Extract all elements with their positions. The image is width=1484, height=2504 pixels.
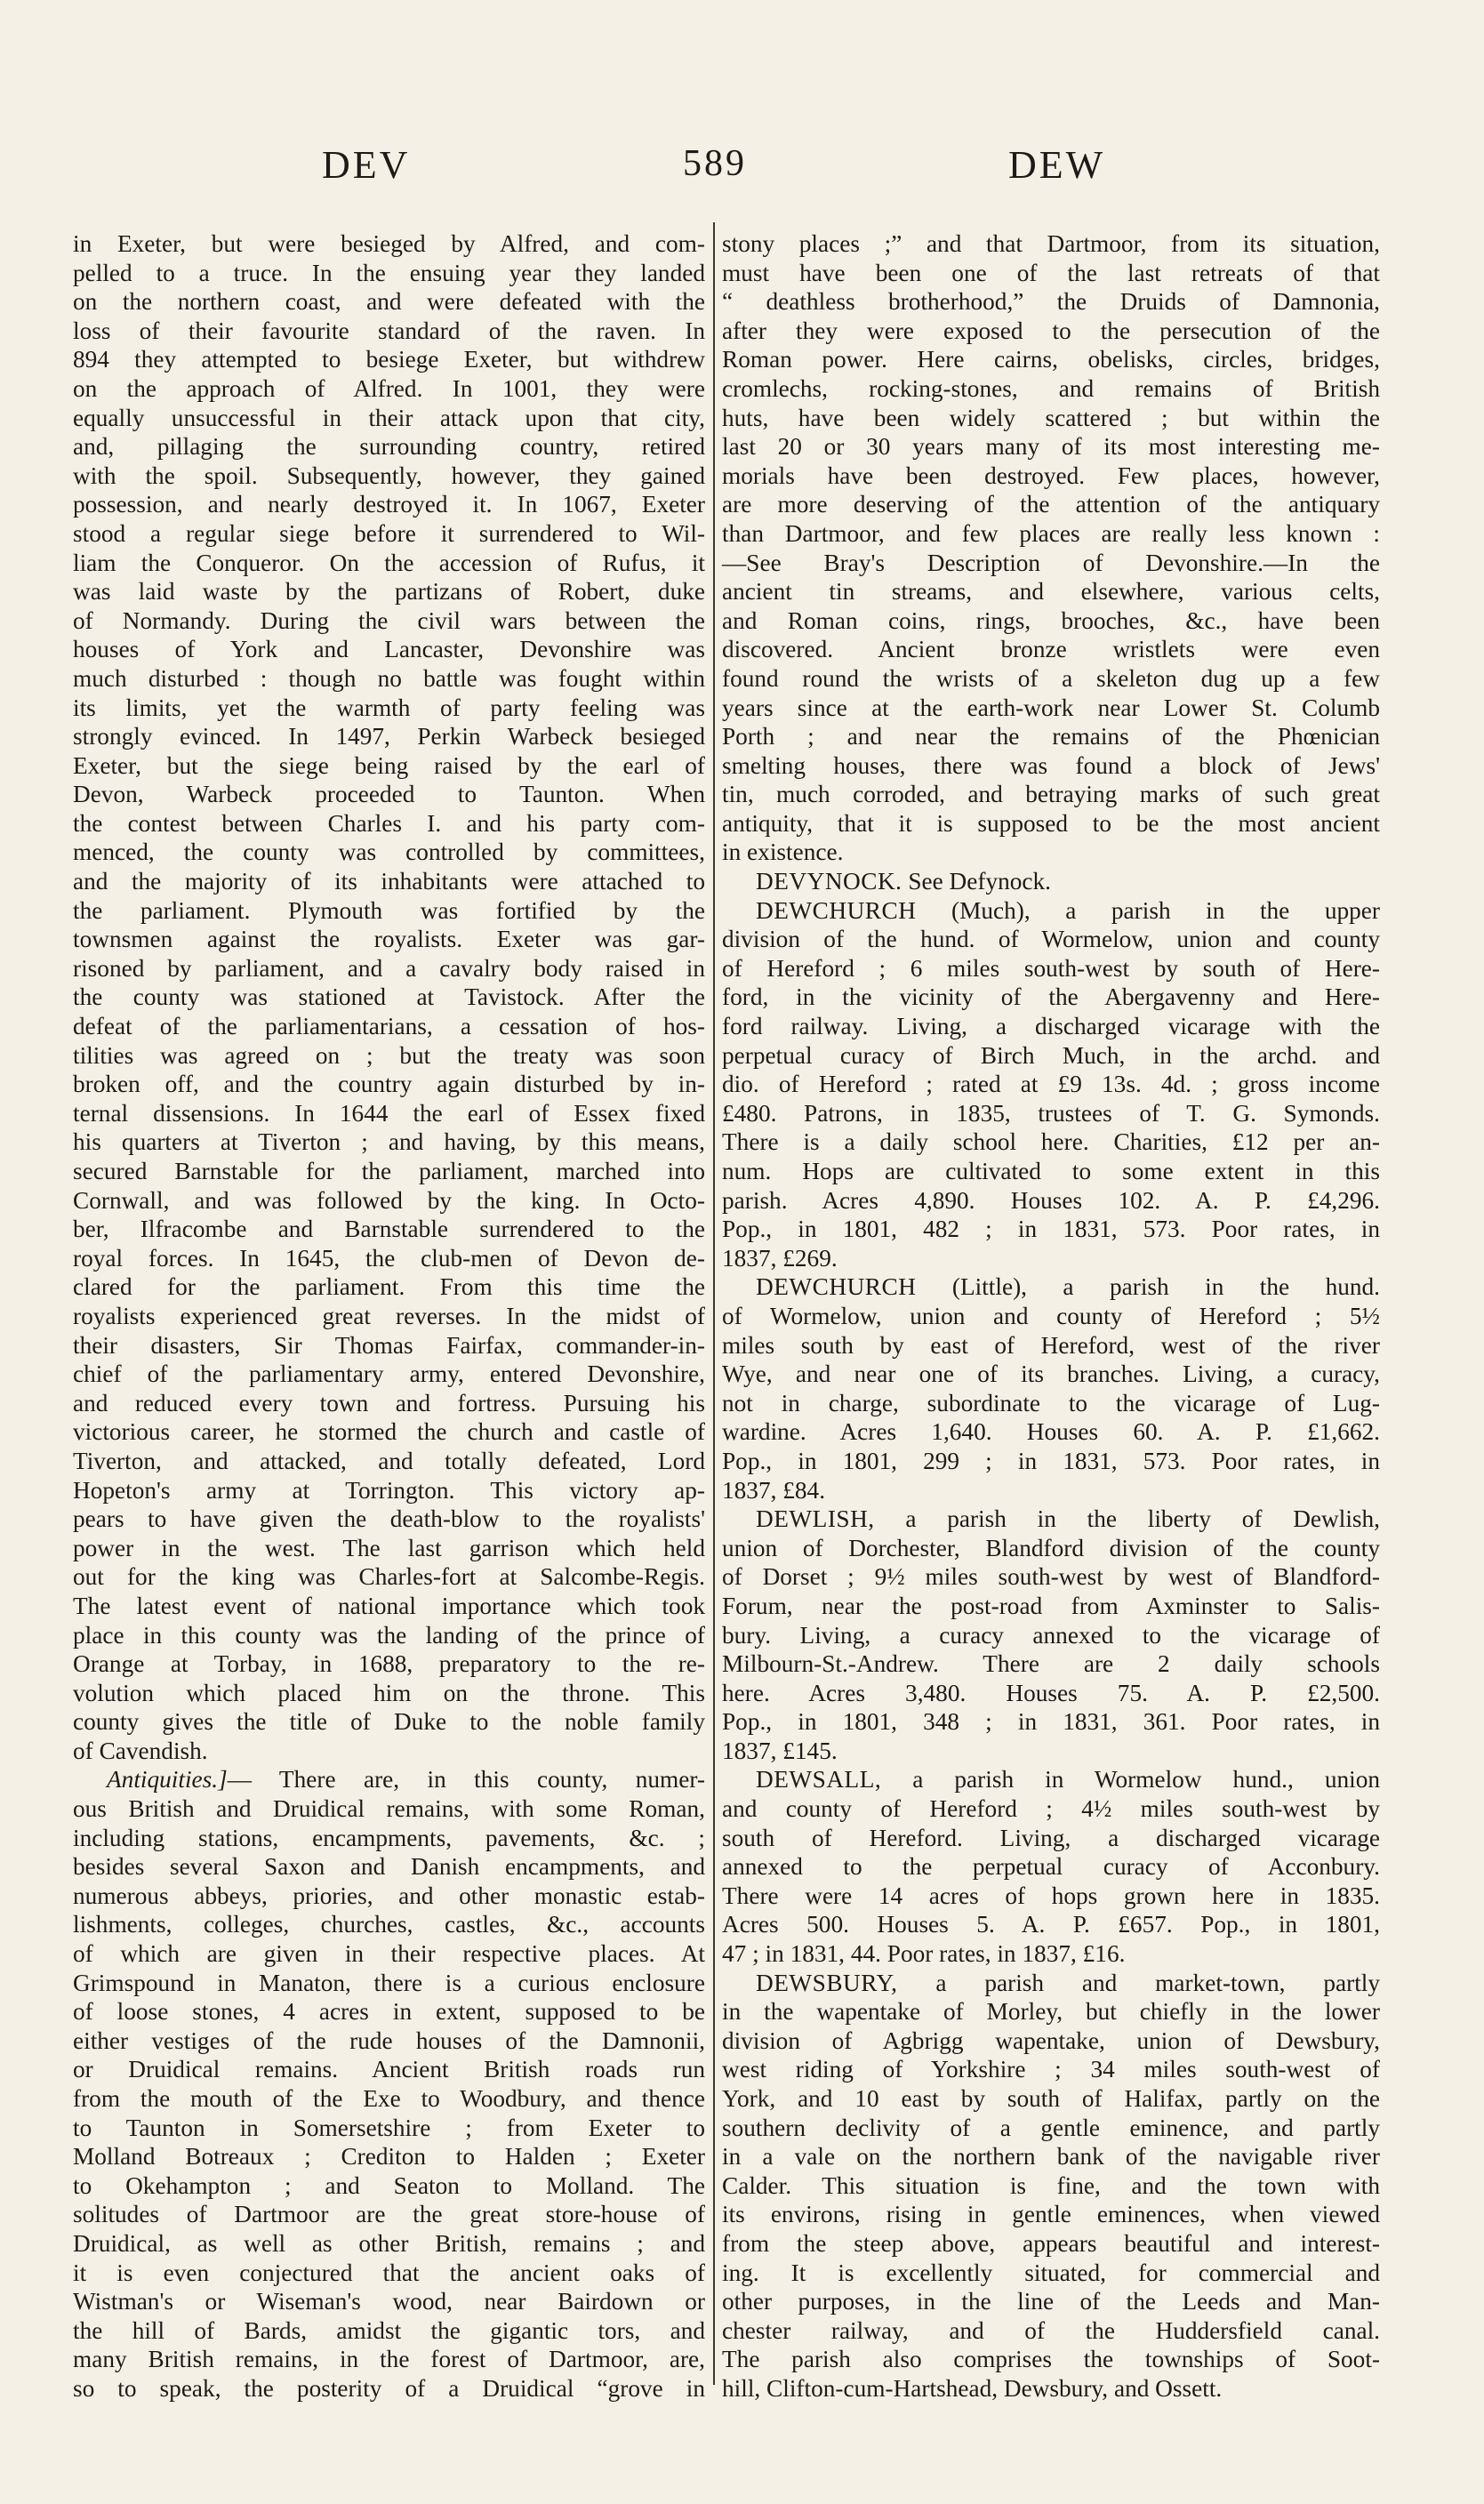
entry-line: of Hereford ; 6 miles south-west by south of Here- (722, 954, 1380, 982)
antiquities-line: of which are given in their respective places. At (73, 1940, 705, 1968)
history-line: volution which placed him on the throne. This (73, 1679, 705, 1706)
column-divider (713, 222, 715, 2385)
antiquities-line: Roman power. Here cairns, obelisks, circles, bridges, (722, 346, 1380, 373)
entry-headword: DEVYNOCK. (756, 868, 902, 895)
entry-line: chester railway, and of the Huddersfield canal. (722, 2316, 1380, 2344)
antiquities-line: must have been one of the last retreats of that (722, 259, 1380, 286)
history-line: loss of their favourite standard of the raven. In (73, 317, 705, 344)
antiquities-line: than Dartmoor, and few places are really less known : (722, 519, 1380, 547)
history-line: victorious career, he stormed the church and castle of (73, 1418, 705, 1446)
history-line: risoned by parliament, and a cavalry body raised in (73, 954, 705, 982)
entry-text: a parish in the liberty of Dewlish, (905, 1505, 1381, 1533)
entry-line: Calder. This situation is fine, and the town with (722, 2171, 1380, 2199)
entry-line: of Dorset ; 9½ miles south-west by west of Blandford- (722, 1563, 1380, 1591)
entry-line: union of Dorchester, Blandford division of the county (722, 1534, 1380, 1561)
antiquities-line: besides several Saxon and Danish encampments, and (73, 1853, 705, 1881)
header-right-catchword: DEW (1008, 143, 1106, 187)
entry-text: (Much), a parish in the upper (951, 896, 1380, 924)
history-line: their disasters, Sir Thomas Fairfax, commander-in- (73, 1331, 705, 1359)
history-line: the contest between Charles I. and his party com- (73, 809, 705, 837)
entry-line: ford railway. Living, a discharged vicarage with the (722, 1013, 1380, 1040)
antiquities-text: — There are, in this county, numer- (227, 1766, 705, 1794)
history-line: pelled to a truce. In the ensuing year they landed (73, 259, 705, 286)
history-line: 894 they attempted to besiege Exeter, but withdrew (73, 346, 705, 373)
antiquities-line: discovered. Ancient bronze wristlets were even (722, 636, 1380, 663)
antiquities-line: the hill of Bards, amidst the gigantic tors, and (73, 2316, 705, 2344)
antiquities-line: Porth ; and near the remains of the Phœnician (722, 723, 1380, 750)
history-line: royal forces. In 1645, the club-men of Devon de- (73, 1244, 705, 1272)
page-header (0, 142, 1484, 196)
history-line: of Normandy. During the civil wars between the (73, 606, 705, 634)
antiquities-line: numerous abbeys, priories, and other monastic estab- (73, 1882, 705, 1909)
antiquities-line: from the mouth of the Exe to Woodbury, and thence (73, 2085, 705, 2112)
history-line: and, pillaging the surrounding country, retired (73, 433, 705, 461)
entry-line (722, 1272, 1380, 1302)
history-line: Exeter, but the siege being raised by the earl of (73, 751, 705, 779)
entry-line: division of Agbrigg wapentake, union of Dewsbury, (722, 2026, 1380, 2054)
entry-text: See Defynock. (908, 868, 1052, 895)
history-line: Hopeton's army at Torrington. This victory ap- (73, 1476, 705, 1504)
entry-line: dio. of Hereford ; rated at £9 13s. 4d. ; gross income (722, 1071, 1380, 1098)
entry-line: Acres 500. Houses 5. A. P. £657. Pop., in 1801, (722, 1911, 1380, 1938)
antiquities-line: after they were exposed to the persecution of the (722, 317, 1380, 344)
antiquities-line: Molland Botreaux ; Crediton to Halden ; Exeter (73, 2143, 705, 2171)
antiquities-line: found round the wrists of a skeleton dug up a few (722, 664, 1380, 692)
antiquities-line: or Druidical remains. Ancient British roads run (73, 2056, 705, 2083)
entry-line: west riding of Yorkshire ; 34 miles south-west of (722, 2056, 1380, 2083)
antiquities-line: —See Bray's Description of Devonshire.—In the (722, 549, 1380, 576)
history-line: secured Barnstable for the parliament, marched into (73, 1158, 705, 1184)
history-paragraph (73, 229, 705, 1765)
antiquities-line: ous British and Druidical remains, with some Roman, (73, 1795, 705, 1823)
entry-line: wardine. Acres 1,640. Houses 60. A. P. £1,662. (722, 1418, 1380, 1446)
entry-line: southern declivity of a gentle eminence, and partly (722, 2114, 1380, 2141)
history-line: place in this county was the landing of the prince of (73, 1621, 705, 1649)
entry-line: 1837, £145. (722, 1737, 838, 1764)
history-line: chief of the parliamentary army, entered Devonshire, (73, 1360, 705, 1388)
entry-line: 47 ; in 1831, 44. Poor rates, in 1837, £16. (722, 1940, 1126, 1968)
antiquities-line: to Okehampton ; and Seaton to Molland. The (73, 2171, 705, 2199)
antiquities-line: tin, much corroded, and betraying marks of such great (722, 781, 1380, 808)
history-line: houses of York and Lancaster, Devonshire was (73, 636, 705, 663)
antiquities-line: stony places ;” and that Dartmoor, from its situation, (722, 230, 1380, 257)
entry-line: 1837, £269. (722, 1244, 838, 1272)
antiquities-line: and Roman coins, rings, brooches, &c., have been (722, 606, 1380, 634)
history-line: its limits, yet the warmth of party feeling was (73, 694, 705, 721)
antiquities-line: last 20 or 30 years many of its most interesting me- (722, 433, 1380, 461)
history-line: with the spoil. Subsequently, however, they gained (73, 461, 705, 489)
entry-line: Milbourn-St.-Andrew. There are 2 daily schools (722, 1650, 1380, 1678)
entry-line: £480. Patrons, in 1835, trustees of T. G. Symonds. (722, 1099, 1380, 1127)
entry-line: south of Hereford. Living, a discharged vicarage (722, 1824, 1380, 1851)
history-line: and reduced every town and fortress. Pursuing his (73, 1389, 705, 1417)
gazetteer-entry (722, 1505, 1380, 1765)
entry-line: here. Acres 3,480. Houses 75. A. P. £2,500. (722, 1679, 1380, 1706)
antiquities-line: Wistman's or Wiseman's wood, near Bairdown or (73, 2288, 705, 2315)
history-line: on the approach of Alfred. In 1001, they were (73, 374, 705, 402)
antiquities-line: Druidical, as well as other British, remains ; and (73, 2229, 705, 2257)
header-left-catchword: DEV (322, 143, 411, 187)
history-line: in Exeter, but were besieged by Alfred, and com- (73, 230, 705, 257)
page-number: 589 (683, 143, 747, 184)
antiquities-line: lishments, colleges, churches, castles, &c., accounts (73, 1911, 705, 1938)
history-line: equally unsuccessful in their attack upon that city, (73, 404, 705, 431)
entry-line: division of the hund. of Wormelow, union and county (722, 926, 1380, 953)
history-line: county gives the title of Duke to the noble family (73, 1708, 705, 1736)
history-line: pears to have given the death-blow to the royalists' (73, 1505, 705, 1533)
antiquities-line: either vestiges of the rude houses of the Damnonii, (73, 2026, 705, 2054)
entry-line: 1837, £84. (722, 1476, 826, 1504)
history-line: his quarters at Tiverton ; and having, by this means, (73, 1128, 705, 1156)
antiquities-line (73, 1765, 705, 1794)
history-line: The latest event of national importance which took (73, 1592, 705, 1619)
history-line: the county was stationed at Tavistock. After the (73, 983, 705, 1011)
entry-line: num. Hops are cultivated to some extent in this (722, 1158, 1380, 1184)
entry-headword: DEWLISH, (756, 1505, 875, 1533)
entry-headword: DEWSBURY, (756, 1969, 898, 1996)
antiquities-line: years since at the earth-work near Lower St. Columb (722, 694, 1380, 721)
entry-text: (Little), a parish in the hund. (951, 1273, 1380, 1301)
entry-headword: DEWCHURCH (756, 1273, 917, 1301)
history-line: menced, the county was controlled by committees, (73, 839, 705, 866)
history-line: Tiverton, and attacked, and totally defeated, Lord (73, 1447, 705, 1474)
entry-line: There is a daily school here. Charities, £12 per an- (722, 1128, 1380, 1156)
antiquities-line: many British remains, in the forest of Dartmoor, are, (73, 2346, 705, 2373)
antiquities-line: solitudes of Dartmoor are the great store-house of (73, 2201, 705, 2228)
antiquities-line: huts, have been widely scattered ; but within the (722, 404, 1380, 431)
history-line: of Cavendish. (73, 1737, 208, 1764)
gazetteer-entry (722, 1272, 1380, 1505)
entry-line (722, 1765, 1380, 1794)
history-line: townsmen against the royalists. Exeter was gar- (73, 926, 705, 953)
history-line: on the northern coast, and were defeated with the (73, 288, 705, 316)
entry-line: perpetual curacy of Birch Much, in the archd. and (722, 1041, 1380, 1069)
left-column (73, 229, 705, 2404)
entry-line: Forum, near the post-road from Axminster to Salis- (722, 1592, 1380, 1619)
entry-line: bury. Living, a curacy annexed to the vicarage of (722, 1621, 1380, 1649)
history-line: the parliament. Plymouth was fortified by the (73, 896, 705, 924)
antiquities-line: “ deathless brotherhood,” the Druids of Damnonia, (722, 288, 1380, 316)
entry-headword: DEWSALL, (756, 1766, 882, 1794)
entry-line: in the wapentake of Morley, but chiefly in the lower (722, 1998, 1380, 2026)
entry-line: miles south by east of Hereford, west of the river (722, 1331, 1380, 1359)
entry-line (722, 867, 1380, 896)
entry-line: Wye, and near one of its branches. Living, a curacy, (722, 1360, 1380, 1388)
history-line: liam the Conqueror. On the accession of Rufus, it (73, 549, 705, 576)
entry-line: parish. Acres 4,890. Houses 102. A. P. £4,296. (722, 1186, 1380, 1214)
entry-line: Pop., in 1801, 348 ; in 1831, 361. Poor rates, in (722, 1708, 1380, 1736)
history-line: defeat of the parliamentarians, a cessation of hos- (73, 1013, 705, 1040)
antiquities-line: smelting houses, there was found a block of Jews' (722, 751, 1380, 779)
history-line: strongly evinced. In 1497, Perkin Warbeck besieged (73, 723, 705, 750)
history-line: power in the west. The last garrison which held (73, 1534, 705, 1561)
history-line: Orange at Torbay, in 1688, preparatory to the re- (73, 1650, 705, 1678)
entry-line: from the steep above, appears beautiful and interest- (722, 2229, 1380, 2257)
antiquities-line: antiquity, that it is supposed to be the most ancient (722, 809, 1380, 837)
antiquities-line: morials have been destroyed. Few places, however, (722, 461, 1380, 489)
antiquities-line: so to speak, the posterity of a Druidical “grove in (73, 2374, 705, 2402)
history-line: broken off, and the country again disturbed by in- (73, 1071, 705, 1098)
entry-line: Pop., in 1801, 482 ; in 1831, 573. Poor rates, in (722, 1216, 1380, 1243)
antiquities-continued-paragraph (722, 229, 1380, 867)
entry-text: a parish in Wormelow hund., union (912, 1766, 1380, 1794)
history-line: Devon, Warbeck proceeded to Taunton. When (73, 781, 705, 808)
antiquities-line: of loose stones, 4 acres in extent, supposed to be (73, 1998, 705, 2026)
entry-line (722, 1505, 1380, 1534)
history-line: much disturbed : though no battle was fought within (73, 664, 705, 692)
entry-line: not in charge, subordinate to the vicarage of Lug- (722, 1389, 1380, 1417)
entry-line: and county of Hereford ; 4½ miles south-west by (722, 1795, 1380, 1823)
entry-line: other purposes, in the line of the Leeds and Man- (722, 2288, 1380, 2315)
antiquities-line: cromlechs, rocking-stones, and remains of British (722, 374, 1380, 402)
history-line: Cornwall, and was followed by the king. In Octo- (73, 1186, 705, 1214)
entry-line: its environs, rising in gentle eminences, when viewed (722, 2201, 1380, 2228)
history-line: and the majority of its inhabitants were attached to (73, 868, 705, 895)
antiquities-line: to Taunton in Somersetshire ; from Exeter to (73, 2114, 705, 2141)
entry-line: The parish also comprises the townships of Soot- (722, 2346, 1380, 2373)
gazetteer-entry (722, 867, 1380, 896)
entry-line: in a vale on the northern bank of the navigable river (722, 2143, 1380, 2171)
entry-line: annexed to the perpetual curacy of Acconbury. (722, 1853, 1380, 1881)
antiquities-line: ancient tin streams, and elsewhere, various celts, (722, 578, 1380, 606)
gazetteer-entry (722, 1969, 1380, 2404)
history-line: possession, and nearly destroyed it. In 1067, Exeter (73, 491, 705, 518)
entry-line: hill, Clifton-cum-Hartshead, Dewsbury, and Ossett. (722, 2374, 1223, 2402)
entry-line (722, 896, 1380, 926)
entry-text: a parish and market-town, partly (935, 1969, 1381, 1996)
history-line: tilities was agreed on ; but the treaty was soon (73, 1041, 705, 1069)
entry-line: There were 14 acres of hops grown here in 1835. (722, 1882, 1380, 1909)
entry-line: of Wormelow, union and county of Hereford ; 5½ (722, 1302, 1380, 1329)
entry-line: York, and 10 east by south of Halifax, partly on the (722, 2085, 1380, 2112)
gazetteer-entry (722, 896, 1380, 1273)
entry-line (722, 1969, 1380, 1998)
history-line: stood a regular siege before it surrendered to Wil- (73, 519, 705, 547)
history-line: clared for the parliament. From this time the (73, 1273, 705, 1301)
history-line: out for the king was Charles-fort at Salcombe-Regis. (73, 1563, 705, 1591)
history-line: was laid waste by the partizans of Robert, duke (73, 578, 705, 606)
antiquities-line: it is even conjectured that the ancient oaks of (73, 2259, 705, 2286)
history-line: ternal dissensions. In 1644 the earl of Essex fixed (73, 1099, 705, 1127)
entry-line: ford, in the vicinity of the Abergavenny and Here- (722, 983, 1380, 1011)
antiquities-line: in existence. (722, 839, 844, 866)
right-column (722, 229, 1380, 2404)
antiquities-line: are more deserving of the attention of the antiquary (722, 491, 1380, 518)
entry-line: Pop., in 1801, 299 ; in 1831, 573. Poor rates, in (722, 1447, 1380, 1474)
gazetteer-entry (722, 1765, 1380, 1968)
history-line: royalists experienced great reverses. In the midst of (73, 1302, 705, 1329)
antiquities-line: Grimspound in Manaton, there is a curious enclosure (73, 1969, 705, 1996)
antiquities-line: including stations, encampments, pavements, &c. ; (73, 1824, 705, 1851)
antiquities-heading: Antiquities.] (107, 1766, 228, 1794)
history-line: ber, Ilfracombe and Barnstable surrendered to the (73, 1216, 705, 1243)
entry-line: ing. It is excellently situated, for commercial and (722, 2259, 1380, 2286)
antiquities-paragraph (73, 1765, 705, 2403)
entry-headword: DEWCHURCH (756, 896, 917, 924)
